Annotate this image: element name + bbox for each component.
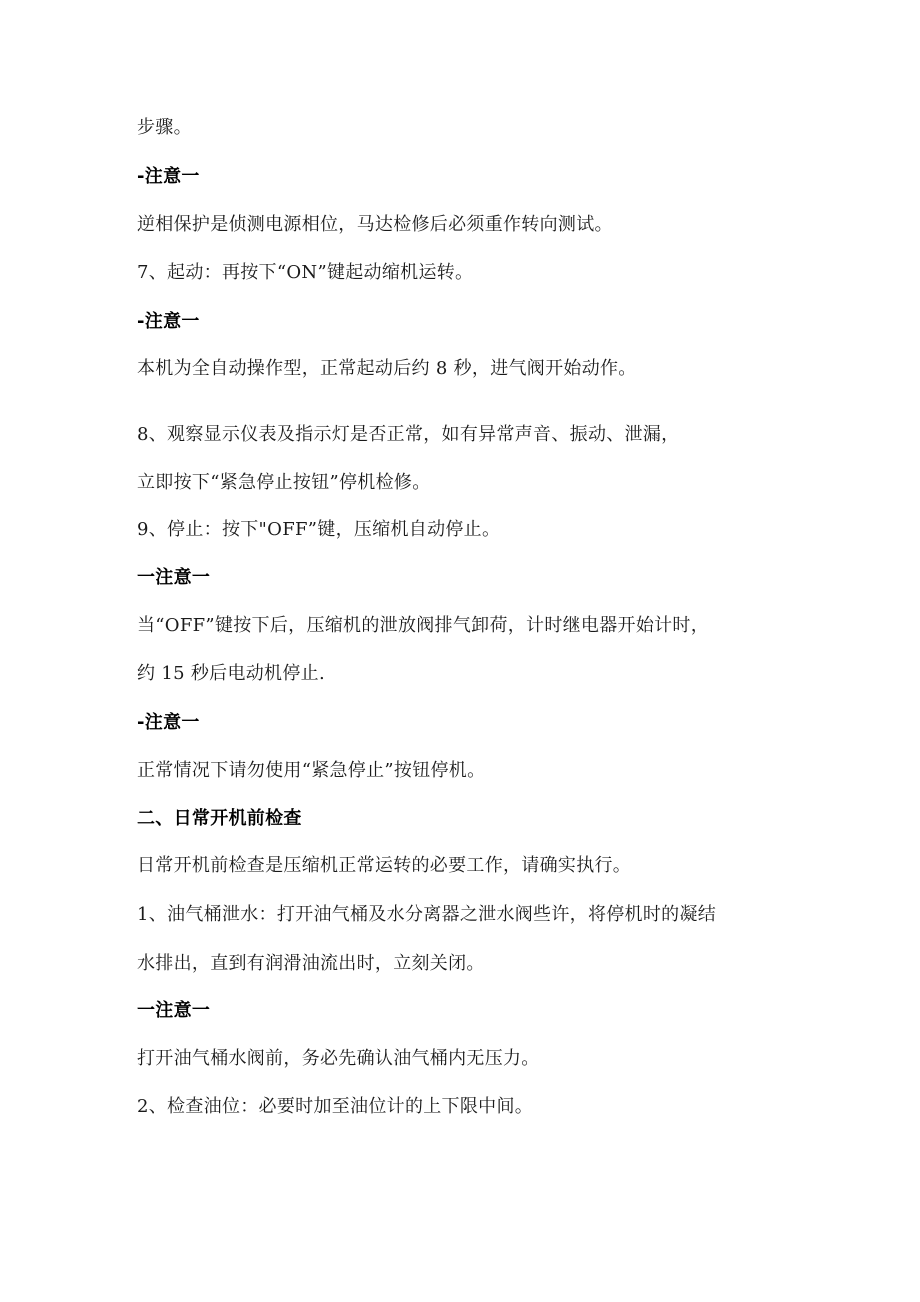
section-heading: 二、日常开机前检查 [137, 808, 302, 829]
text-line: 水排出，直到有润滑油流出时，立刻关闭。 [137, 953, 485, 974]
note-heading: 一注意一 [137, 567, 211, 588]
text-line: 步骤。 [137, 117, 192, 138]
text-line: 8、观察显示仪表及指示灯是否正常，如有异常声音、振动、泄漏， [137, 424, 680, 445]
note-heading: -注意一 [137, 166, 200, 187]
text-line: 逆相保护是侦测电源相位，马达检修后必须重作转向测试。 [137, 214, 613, 235]
text-line: 当“OFF”键按下后，压缩机的泄放阀排气卸荷，计时继电器开始计时， [137, 615, 710, 636]
text-line: 打开油气桶水阀前，务必先确认油气桶内无压力。 [137, 1048, 540, 1069]
text-line: 约 15 秒后电动机停止. [137, 663, 325, 684]
text-line: 本机为全自动操作型，正常起动后约 8 秒，进气阀开始动作。 [137, 358, 637, 379]
text-line: 立即按下“紧急停止按钮”停机检修。 [137, 472, 431, 493]
text-line: 日常开机前检查是压缩机正常运转的必要工作，请确实执行。 [137, 855, 632, 876]
text-line: 7、起动：再按下“ON”键起动缩机运转。 [137, 262, 474, 283]
note-heading: -注意一 [137, 311, 200, 332]
text-line: 正常情况下请勿使用“紧急停止”按钮停机。 [137, 760, 486, 781]
text-line: 1、油气桶泄水：打开油气桶及水分离器之泄水阀些许，将停机时的凝结 [137, 904, 717, 925]
note-heading: -注意一 [137, 712, 200, 733]
text-line: 9、停止：按下"OFF”键，压缩机自动停止。 [137, 519, 501, 540]
note-heading: 一注意一 [137, 1000, 211, 1021]
text-line: 2、检查油位：必要时加至油位计的上下限中间。 [137, 1096, 534, 1117]
